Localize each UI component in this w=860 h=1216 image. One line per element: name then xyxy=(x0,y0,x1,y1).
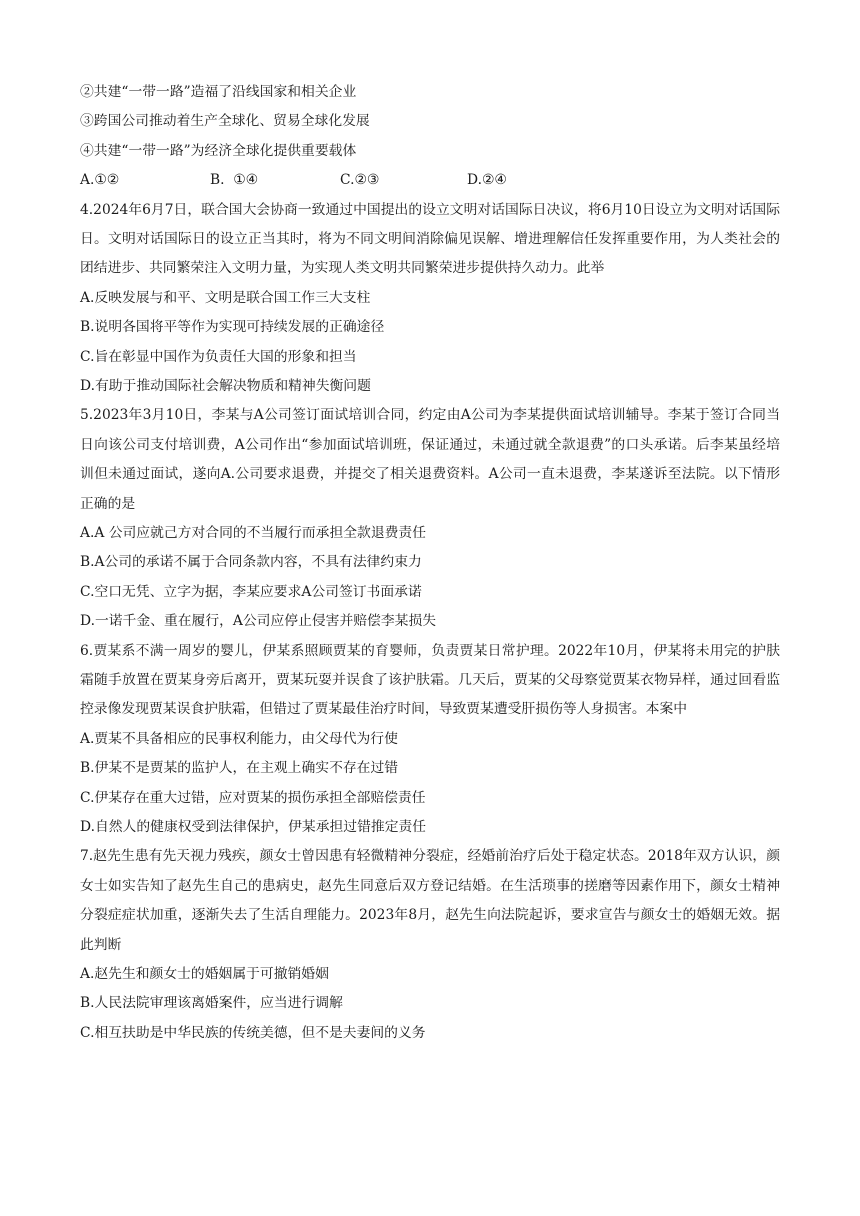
q7-option-c: C.相互扶助是中华民族的传统美德，但不是夫妻间的义务 xyxy=(80,1024,426,1041)
q5-option-a: A.A 公司应就己方对合同的不当履行而承担全款退费责任 xyxy=(80,524,427,541)
exam-page xyxy=(80,78,780,1048)
q6-option-a: A.贾某不具备相应的民事权利能力，由父母代为行使 xyxy=(80,730,398,747)
statement-2: ②共建“一带一路”造福了沿线国家和相关企业 xyxy=(80,84,357,100)
q7-option-a: A.赵先生和颜女士的婚姻属于可撤销婚姻 xyxy=(80,965,329,982)
q3-option-b: B. ①④ xyxy=(210,172,259,189)
q3-options xyxy=(80,166,780,195)
q5-option-c: C.空口无凭、立字为据，李某应要求A公司签订书面承诺 xyxy=(80,583,422,600)
q3-option-c: C.②③ xyxy=(340,172,380,189)
q7-stem: 7.赵先生患有先天视力残疾，颜女士曾因患有轻微精神分裂症，经婚前治疗后处于稳定状态。2018年双方认识，颜女士如实告知了赵先生自己的患病史，赵先生同意后双方登记结婚。在生活琐事的搓磨等因素作用下，颜女士精神分裂症症状加重，逐渐失去了生活自理能力。2023年8月，赵先生向法院起诉，要求宣告与颜女士的婚姻无效。据此判断 xyxy=(80,848,780,953)
q3-option-d: D.②④ xyxy=(467,172,507,189)
q4-option-c: C.旨在彰显中国作为负责任大国的形象和担当 xyxy=(80,348,357,365)
q3-option-a: A.①② xyxy=(80,172,120,189)
q5-stem: 5.2023年3月10日，李某与A公司签订面试培训合同，约定由A公司为李某提供面试培训辅导。李某于签订合同当日向该公司支付培训费，A公司作出“参加面试培训班，保证通过，未通过就全款退费”的口头承诺。后李某虽经培训但未通过面试，遂向A.公司要求退费，并提交了相关退费资料。A公司一直未退费，李某遂诉至法院。以下情形正确的是 xyxy=(80,407,780,512)
q6-option-c: C.伊某存在重大过错，应对贾某的损伤承担全部赔偿责任 xyxy=(80,789,426,806)
q5-option-b: B.A公司的承诺不属于合同条款内容，不具有法律约束力 xyxy=(80,554,422,571)
q7-option-b: B.人民法院审理该离婚案件，应当进行调解 xyxy=(80,995,343,1012)
q6-stem: 6.贾某系不满一周岁的婴儿，伊某系照顾贾某的育婴师，负责贾某日常护理。2022年10月，伊某将未用完的护肤霜随手放置在贾某身旁后离开，贾某玩耍并误食了该护肤霜。几天后，贾某的父母察觉贾某衣物异样，通过回看监控录像发现贾某误食护肤霜，但错过了贾某最佳治疗时间，导致贾某遭受肝损伤等人身损害。本案中 xyxy=(80,642,780,718)
q6-option-d: D.自然人的健康权受到法律保护，伊某承担过错推定责任 xyxy=(80,818,427,835)
statement-4: ④共建“一带一路”为经济全球化提供重要载体 xyxy=(80,142,357,159)
q4-option-d: D.有助于推动国际社会解决物质和精神失衡问题 xyxy=(80,377,371,394)
q4-option-a: A.反映发展与和平、文明是联合国工作三大支柱 xyxy=(80,289,371,306)
q4-option-b: B.说明各国将平等作为实现可持续发展的正确途径 xyxy=(80,319,385,336)
q6-option-b: B.伊某不是贾某的监护人，在主观上确实不存在过错 xyxy=(80,760,399,777)
q5-option-d: D.一诺千金、重在履行，A公司应停止侵害并赔偿李某损失 xyxy=(80,613,437,630)
statement-3: ③跨国公司推动着生产全球化、贸易全球化发展 xyxy=(80,113,370,130)
q4-stem: 4.2024年6月7日，联合国大会协商一致通过中国提出的设立文明对话国际日决议，将6月10日设立为文明对话国际日。文明对话国际日的设立正当其时，将为不同文明间消除偏见误解、增进理解信任发挥重要作用，为人类社会的团结进步、共同繁荣注入文明力量，为实现人类文明共同繁荣进步提供持久动力。此举 xyxy=(80,201,780,277)
